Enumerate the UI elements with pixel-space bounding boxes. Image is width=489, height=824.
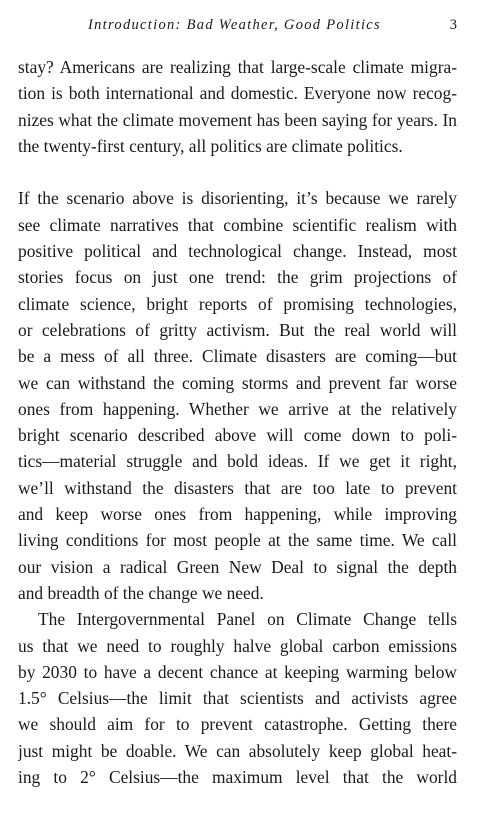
- text-line: we’ll withstand the disasters that are too late to prevent: [18, 477, 457, 498]
- text-line: living conditions for most people at the same time. We call: [18, 530, 457, 551]
- text-line: by 2030 to have a decent chance at keeping warming below: [18, 661, 457, 682]
- text-line: just might be doable. We can absolutely keep global heat-: [18, 740, 457, 761]
- text-line: If the scenario above is disorienting, it’s because we rarely: [18, 188, 457, 209]
- text-line: and keep worse ones from happening, while improving: [18, 504, 457, 525]
- text-line: nizes what the climate movement has been saying for years. In: [18, 109, 457, 130]
- text-line: stay? Americans are realizing that large-scale climate migra-: [18, 57, 457, 77]
- text-line: us that we need to roughly halve global carbon emissions: [18, 635, 457, 656]
- body-text: [18, 54, 457, 790]
- paragraph-1: [18, 54, 457, 159]
- text-line: bright scenario described above will come down to poli-: [18, 425, 457, 446]
- text-line: ing to 2° Celsius—the maximum level that the world: [18, 767, 457, 788]
- page-number: 3: [449, 17, 457, 33]
- paragraph-2: [18, 185, 457, 606]
- text-line: positive political and technological change. Instead, most: [18, 241, 457, 262]
- text-line: ones from happening. Whether we arrive at the relatively: [18, 398, 457, 419]
- text-line: be a mess of all three. Climate disasters are coming—but: [18, 346, 457, 367]
- text-line: we can withstand the coming storms and prevent far worse: [18, 372, 457, 393]
- text-line: or celebrations of gritty activism. But the real world will: [18, 319, 457, 340]
- running-title: Introduction: Bad Weather, Good Politics: [88, 17, 381, 33]
- paragraph-3: [18, 606, 457, 790]
- text-line: and breadth of the change we need.: [18, 582, 264, 603]
- text-line: see climate narratives that combine scientific realism with: [18, 214, 457, 235]
- text-line: the twenty-first century, all politics are climate politics.: [18, 135, 403, 156]
- text-line: stories focus on just one trend: the grim projections of: [18, 267, 457, 288]
- text-line: tics—material struggle and bold ideas. If we get it right,: [18, 451, 457, 472]
- text-line: tion is both international and domestic. Everyone now recog-: [18, 83, 457, 104]
- text-line: The Intergovernmental Panel on Climate Change tells: [38, 609, 457, 630]
- running-header: [18, 17, 457, 37]
- text-line: we should aim for to prevent catastrophe. Getting there: [18, 714, 457, 735]
- text-line: 1.5° Celsius—the limit that scientists and activists agree: [18, 688, 457, 709]
- text-line: climate science, bright reports of promising technologies,: [18, 293, 457, 314]
- text-line: our vision a radical Green New Deal to signal the depth: [18, 556, 457, 577]
- section-break: [18, 159, 457, 185]
